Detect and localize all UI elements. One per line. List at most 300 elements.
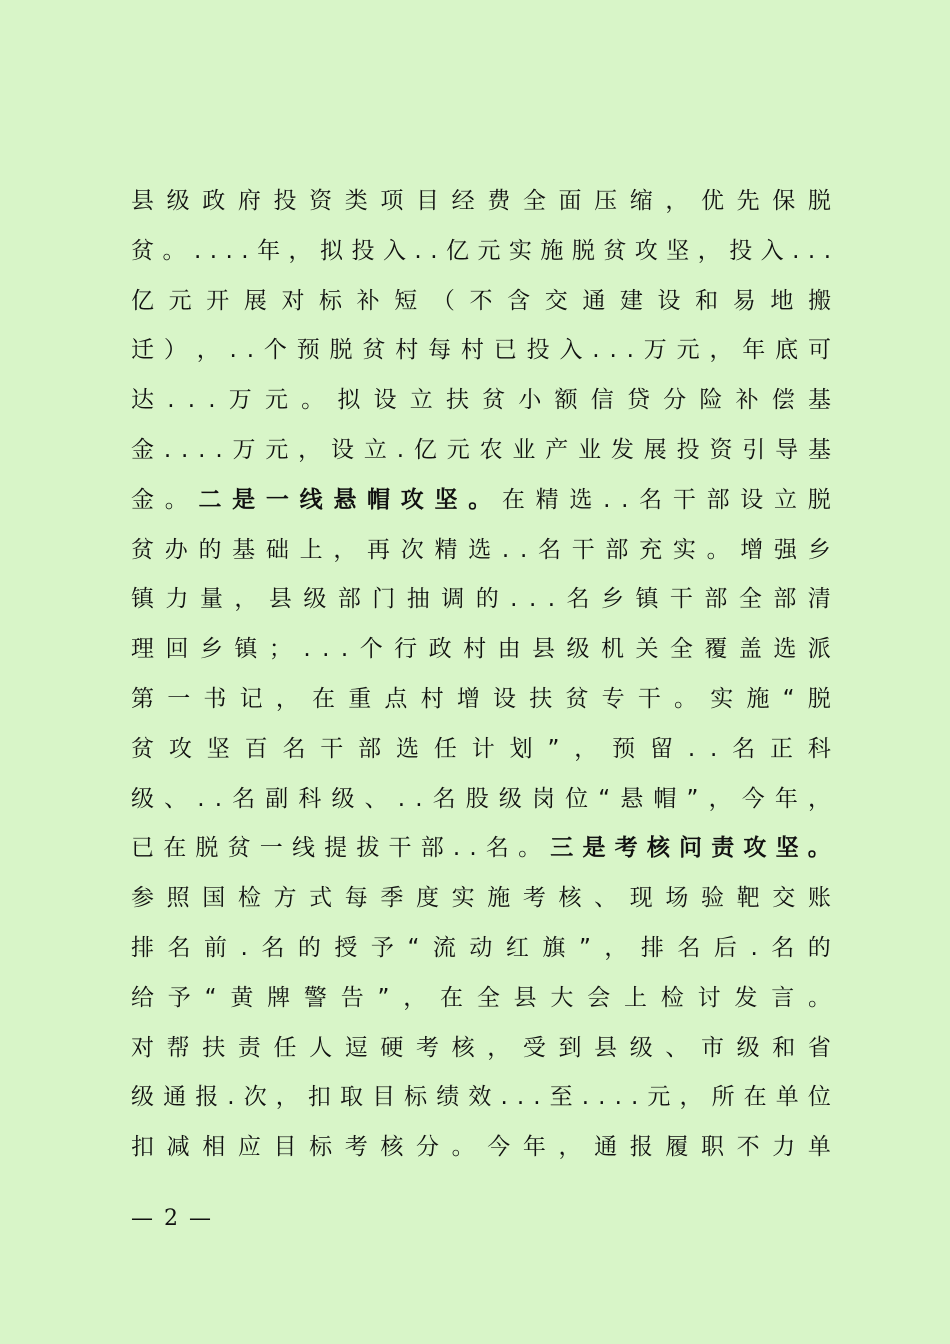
text-char: 目 — [416, 188, 439, 214]
text-char: ） — [163, 337, 187, 364]
text-char: 选 — [773, 636, 797, 663]
text-char: 检 — [660, 984, 684, 1011]
text-char: 实 — [451, 885, 475, 912]
text-char: 设 — [740, 486, 764, 513]
text-char: 交 — [544, 287, 568, 314]
text-char: 偿 — [771, 387, 795, 414]
text-char: . — [750, 934, 758, 961]
text-char: 考 — [416, 1034, 439, 1061]
text-char: 逗 — [344, 1034, 368, 1061]
bold-char: 考 — [614, 835, 638, 862]
text-char: 警 — [303, 984, 327, 1011]
bold-char: 问 — [679, 835, 702, 862]
text-char: 由 — [497, 636, 521, 663]
text-char: 预 — [296, 337, 320, 364]
text-char: . — [614, 1084, 622, 1111]
text-char: 基 — [807, 436, 831, 463]
text-char: 设 — [657, 287, 681, 314]
text-char: ， — [697, 237, 721, 264]
text-char: 项 — [380, 188, 404, 214]
text-char: 产 — [545, 436, 569, 463]
text-char: 亿 — [413, 436, 437, 463]
bold-char: 攻 — [743, 835, 767, 862]
text-char: 县 — [131, 188, 154, 214]
text-char: 脱 — [807, 486, 831, 513]
text-char: 级 — [331, 785, 355, 812]
text-char: . — [500, 1084, 508, 1111]
text-line — [131, 1073, 831, 1123]
text-char: 投 — [351, 237, 375, 264]
text-char: 在 — [312, 685, 336, 712]
text-char: 脱 — [807, 685, 831, 712]
text-char: 排 — [131, 934, 154, 961]
text-char: 面 — [558, 188, 582, 214]
text-char: ” — [377, 984, 390, 1011]
text-char: . — [229, 337, 237, 364]
text-char: 建 — [619, 287, 643, 314]
text-char: 贫 — [603, 237, 627, 264]
text-char: 排 — [640, 934, 664, 961]
text-char: . — [581, 1084, 590, 1111]
text-char: 式 — [309, 885, 333, 912]
text-char: . — [208, 387, 216, 414]
text-char: 科 — [298, 785, 322, 812]
text-char: . — [209, 237, 218, 264]
text-char: 帽 — [653, 785, 677, 812]
text-char: ， — [665, 188, 689, 214]
text-char: 元 — [647, 1084, 671, 1111]
text-char: . — [246, 337, 254, 364]
text-char: 后 — [713, 934, 737, 961]
text-char: 村 — [460, 337, 484, 364]
text-char: 万 — [643, 337, 667, 364]
text-char: 绩 — [436, 1084, 460, 1111]
text-char: 和 — [772, 1034, 796, 1061]
text-char: 经 — [451, 188, 475, 214]
text-line — [131, 426, 831, 476]
bold-char: 是 — [232, 486, 256, 513]
text-char: 副 — [265, 785, 289, 812]
text-char: . — [621, 486, 629, 513]
text-char: 险 — [699, 387, 723, 414]
text-line — [131, 824, 831, 874]
text-char: 已 — [493, 337, 517, 364]
text-char: . — [187, 387, 196, 414]
text-char: 在 — [501, 486, 525, 513]
text-char: 目 — [273, 1134, 297, 1161]
text-char: . — [501, 536, 510, 563]
bold-char: 线 — [299, 486, 323, 513]
text-line — [131, 227, 831, 277]
text-char: ， — [604, 934, 628, 961]
body-text — [131, 177, 831, 1173]
text-char: 。 — [162, 237, 186, 264]
text-char: 选 — [396, 735, 420, 762]
text-char: 强 — [774, 536, 797, 563]
text-char: . — [469, 835, 477, 862]
text-line — [131, 775, 831, 825]
text-char: 缩 — [629, 188, 653, 214]
text-char: 力 — [165, 586, 189, 613]
text-char: 扣 — [307, 1084, 331, 1111]
text-line — [131, 725, 831, 775]
text-char: 万 — [228, 387, 252, 414]
text-char: 授 — [334, 934, 358, 961]
text-char: 达 — [131, 387, 154, 414]
text-char: 施 — [487, 885, 511, 912]
text-char: 调 — [441, 586, 465, 613]
text-char: 级 — [629, 1034, 653, 1061]
text-line — [131, 326, 831, 376]
text-char: 国 — [202, 885, 226, 912]
text-char: 名 — [261, 934, 285, 961]
text-char: 县 — [513, 984, 537, 1011]
text-char: 标 — [404, 1084, 428, 1111]
text-char: 部 — [773, 586, 797, 613]
text-char: 全 — [522, 188, 546, 214]
text-char: . — [609, 337, 617, 364]
text-char: 发 — [610, 436, 634, 463]
text-char: 县 — [594, 1034, 618, 1061]
text-char: 对 — [131, 1034, 154, 1061]
text-char: 责 — [237, 1034, 261, 1061]
text-line — [131, 1123, 831, 1173]
text-char: 贫 — [131, 536, 154, 563]
text-char: 门 — [372, 586, 396, 613]
text-char: 村 — [395, 337, 419, 364]
text-char: 百 — [244, 735, 268, 762]
text-char: ， — [403, 984, 427, 1011]
text-char: 和 — [695, 287, 719, 314]
text-char: 一 — [167, 685, 191, 712]
text-char: ， — [574, 735, 598, 762]
text-char: 每 — [344, 885, 368, 912]
page-number: — 2 — — [131, 1206, 213, 1231]
text-char: 牌 — [267, 984, 291, 1011]
text-char: . — [630, 1084, 639, 1111]
text-char: ， — [333, 536, 357, 563]
text-char: 元 — [168, 287, 192, 314]
text-char: 给 — [131, 984, 154, 1011]
text-char: 力 — [772, 1134, 796, 1161]
text-char: 理 — [131, 636, 154, 663]
text-char: 村 — [463, 636, 487, 663]
text-char: . — [340, 636, 349, 663]
text-char: . — [510, 586, 518, 613]
text-char: 底 — [775, 337, 799, 364]
text-char: 应 — [237, 1134, 261, 1161]
text-char: 充 — [639, 536, 663, 563]
text-line — [131, 526, 831, 576]
text-char: ， — [234, 586, 258, 613]
text-char: 镇 — [234, 636, 258, 663]
text-char: 核 — [558, 885, 582, 912]
text-char: 目 — [372, 1084, 396, 1111]
text-char: 补 — [735, 387, 759, 414]
text-char: 大 — [550, 984, 574, 1011]
text-char: 言 — [771, 984, 795, 1011]
bold-char: 二 — [198, 486, 222, 513]
text-char: 名 — [432, 785, 456, 812]
text-char: 予 — [167, 984, 191, 1011]
text-char: 今 — [741, 785, 765, 812]
text-char: . — [430, 237, 438, 264]
text-char: 标 — [319, 287, 343, 314]
text-char: . — [214, 785, 222, 812]
text-char: ， — [288, 237, 312, 264]
text-char: 部 — [605, 536, 629, 563]
text-char: 地 — [770, 287, 794, 314]
text-char: 度 — [416, 885, 439, 912]
text-char: . — [452, 835, 461, 862]
text-char: 先 — [736, 188, 760, 214]
text-char: 入 — [760, 237, 784, 264]
text-char: ； — [268, 636, 292, 663]
text-char: 资 — [309, 188, 333, 214]
text-char: 每 — [428, 337, 452, 364]
text-char: “ — [598, 785, 611, 812]
text-char: . — [533, 1084, 541, 1111]
text-char: . — [397, 785, 406, 812]
text-char: 书 — [203, 685, 227, 712]
text-char: 干 — [669, 586, 693, 613]
text-char: 优 — [701, 188, 724, 214]
text-char: 专 — [601, 685, 625, 712]
text-char: 验 — [701, 885, 724, 912]
text-char: 名 — [732, 735, 756, 762]
text-line — [131, 575, 831, 625]
text-char: 照 — [166, 885, 190, 912]
text-line — [131, 177, 831, 227]
text-char: 一 — [259, 835, 283, 862]
text-char: 可 — [807, 337, 831, 364]
text-char: 在 — [743, 1084, 767, 1111]
text-char: 部 — [420, 835, 444, 862]
text-char: 干 — [388, 835, 412, 862]
text-char: 级 — [131, 785, 154, 812]
text-char: 单 — [807, 1134, 831, 1161]
text-char: 记 — [239, 685, 263, 712]
text-char: 立 — [363, 436, 387, 463]
text-char: 拟 — [320, 237, 343, 264]
text-char: 级 — [498, 785, 522, 812]
text-char: 万 — [232, 436, 256, 463]
text-char: 开 — [206, 287, 230, 314]
text-char: 方 — [273, 885, 297, 912]
text-char: 级 — [166, 188, 190, 214]
text-char: 精 — [434, 536, 458, 563]
text-char: 报 — [195, 1084, 219, 1111]
text-char: “ — [204, 984, 217, 1011]
text-char: 计 — [471, 735, 495, 762]
text-line — [131, 974, 831, 1024]
text-char: 、 — [594, 885, 618, 912]
text-char: 贫 — [227, 835, 251, 862]
text-char: 取 — [339, 1084, 363, 1111]
text-char: 。 — [164, 486, 188, 513]
bold-char: 。 — [807, 835, 831, 862]
text-char: 基 — [808, 387, 831, 414]
text-char: 相 — [202, 1134, 226, 1161]
text-char: 展 — [243, 287, 267, 314]
text-char: 名 — [771, 934, 795, 961]
text-line — [131, 874, 831, 924]
text-char: 回 — [165, 636, 189, 663]
text-char: 额 — [554, 387, 578, 414]
text-char: 础 — [265, 536, 289, 563]
text-char: 关 — [635, 636, 659, 663]
text-char: 乡 — [807, 536, 831, 563]
text-char: 旗 — [542, 934, 566, 961]
text-char: 易 — [732, 287, 756, 314]
text-char: . — [225, 237, 233, 264]
text-char: 股 — [465, 785, 489, 812]
text-char: 。 — [301, 387, 325, 414]
text-char: 前 — [204, 934, 228, 961]
text-char: ” — [686, 785, 699, 812]
text-char: . — [626, 337, 634, 364]
text-char: “ — [782, 685, 795, 712]
text-char: . — [198, 436, 206, 463]
text-char: 年 — [774, 785, 798, 812]
text-char: 亿 — [445, 237, 469, 264]
text-char: 现 — [629, 885, 653, 912]
text-char: 展 — [643, 436, 667, 463]
text-char: 迁 — [131, 337, 154, 364]
text-char: 动 — [469, 934, 493, 961]
text-char: . — [241, 237, 249, 264]
text-char: . — [519, 536, 528, 563]
text-char: 划 — [509, 735, 533, 762]
text-char: ， — [807, 785, 831, 812]
text-char: . — [193, 237, 202, 264]
text-char: ， — [298, 436, 322, 463]
text-char: 名 — [282, 735, 306, 762]
text-char: 金 — [131, 486, 154, 513]
text-char: ， — [275, 1084, 299, 1111]
text-char: 县 — [268, 586, 292, 613]
bold-char: 三 — [550, 835, 574, 862]
text-char: 入 — [559, 337, 583, 364]
text-char: 、 — [665, 1034, 689, 1061]
bold-char: 一 — [265, 486, 289, 513]
text-char: 年 — [522, 1134, 546, 1161]
text-char: 政 — [202, 188, 226, 214]
text-char: 部 — [704, 586, 728, 613]
text-char: 立 — [774, 486, 797, 513]
text-char: ， — [196, 337, 220, 364]
text-line — [131, 625, 831, 675]
text-char: 级 — [736, 1034, 760, 1061]
text-char: 引 — [742, 436, 766, 463]
text-char: 清 — [807, 586, 831, 613]
text-char: 元 — [676, 337, 700, 364]
text-char: 精 — [535, 486, 559, 513]
text-char: 年 — [742, 337, 766, 364]
text-char: . — [414, 237, 422, 264]
text-char: 贫 — [565, 685, 589, 712]
bold-char: 责 — [711, 835, 735, 862]
text-char: 任 — [433, 735, 457, 762]
bold-char: 。 — [468, 486, 492, 513]
text-char: 脱 — [807, 188, 831, 214]
text-char: 部 — [706, 486, 730, 513]
text-char: 。 — [706, 536, 730, 563]
text-char: 悬 — [620, 785, 644, 812]
text-char: 投 — [729, 237, 753, 264]
text-char: . — [528, 586, 537, 613]
text-char: 。 — [451, 1134, 475, 1161]
text-char: 级 — [131, 1084, 154, 1111]
text-char: 名 — [639, 486, 663, 513]
text-char: ， — [679, 1084, 703, 1111]
text-char: 实 — [710, 685, 734, 712]
text-char: 导 — [775, 436, 799, 463]
text-char: 脱 — [195, 835, 219, 862]
text-char: ， — [487, 1034, 511, 1061]
text-char: 业 — [512, 436, 536, 463]
text-char: ” — [578, 934, 591, 961]
text-char: 岗 — [532, 785, 555, 812]
text-char: 入 — [382, 237, 406, 264]
text-char: 量 — [199, 586, 223, 613]
text-char: 的 — [198, 536, 222, 563]
text-char: 含 — [507, 287, 531, 314]
text-char: 设 — [331, 436, 354, 463]
text-char: 讨 — [697, 984, 721, 1011]
text-char: 干 — [571, 536, 595, 563]
text-char: 场 — [665, 885, 689, 912]
text-char: 投 — [273, 188, 297, 214]
text-char: 履 — [665, 1134, 689, 1161]
text-char: . — [181, 436, 189, 463]
text-char: 立 — [409, 387, 433, 414]
text-char: 在 — [163, 835, 187, 862]
text-char: 县 — [532, 636, 556, 663]
text-char: ， — [558, 1134, 582, 1161]
text-char: 、 — [164, 785, 188, 812]
bold-char: 悬 — [333, 486, 357, 513]
text-char: . — [167, 387, 175, 414]
text-char: . — [598, 1084, 606, 1111]
text-char: 级 — [303, 586, 327, 613]
text-char: . — [547, 586, 556, 613]
text-char: 通 — [582, 287, 606, 314]
text-char: 上 — [624, 984, 647, 1011]
text-char: 提 — [324, 835, 348, 862]
text-char: 扶 — [202, 1034, 226, 1061]
text-char: 核 — [380, 1134, 404, 1161]
text-char: 告 — [340, 984, 364, 1011]
text-char: 点 — [384, 685, 408, 712]
text-char: . — [823, 237, 831, 264]
text-char: 位 — [565, 785, 589, 812]
text-char: . — [603, 486, 611, 513]
text-char: . — [396, 436, 404, 463]
text-char: 保 — [772, 188, 796, 214]
text-char: 补 — [356, 287, 380, 314]
text-char: 乡 — [199, 636, 223, 663]
text-char: 上 — [299, 536, 323, 563]
text-char: 交 — [772, 885, 796, 912]
text-char: 小 — [518, 387, 542, 414]
text-char: 镇 — [131, 586, 154, 613]
text-char: 覆 — [704, 636, 728, 663]
text-char: 效 — [468, 1084, 492, 1111]
text-char: 市 — [701, 1034, 724, 1061]
text-char: 到 — [558, 1034, 582, 1061]
text-char: 坚 — [666, 237, 690, 264]
